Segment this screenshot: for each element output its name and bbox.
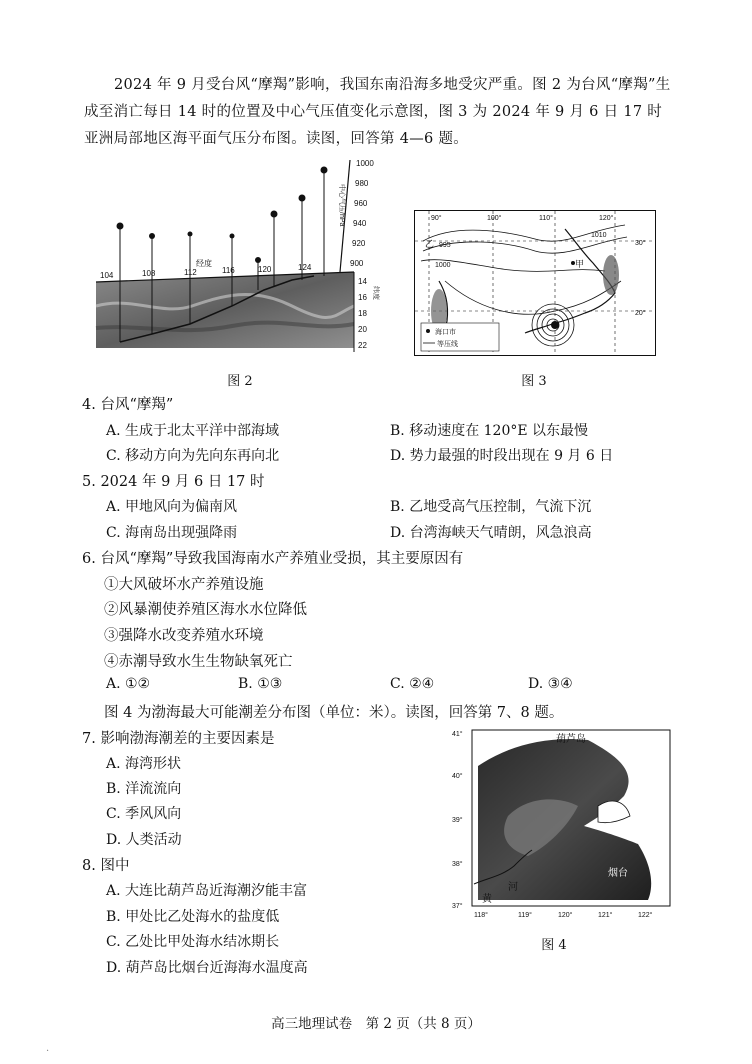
q5-option-d[interactable]: D. 台湾海峡天气晴朗，风急浪高 — [390, 525, 592, 541]
q6-item-3: ③强降水改变养殖水环境 — [104, 628, 264, 644]
q5-option-a[interactable]: A. 甲地风向为偏南风 — [106, 499, 238, 515]
q5-option-b[interactable]: B. 乙地受高气压控制，气流下沉 — [390, 499, 592, 515]
q6-option-b[interactable]: B. ①③ — [238, 676, 283, 692]
lon-tick: 100° — [487, 215, 502, 222]
pressure-tick: 980 — [355, 179, 369, 188]
q8-option-d[interactable]: D. 葫芦岛比烟台近海海水温度高 — [106, 960, 308, 976]
q5-option-c[interactable]: C. 海南岛出现强降雨 — [106, 525, 238, 541]
intro-paragraph: 2024 年 9 月受台风“摩羯”影响，我国东南沿海多地受灾严重。图 2 为台风“摩羯”生成至消亡每日 14 时的位置及中心气压值变化示意图，图 3 为 2024 年 9 月 6 日 17 时亚洲局部地区海平面气压分布图。读图，回答第 4—6 题。 — [84, 77, 671, 147]
lat-tick: 22 — [358, 341, 367, 350]
lat-tick: 40° — [452, 773, 463, 780]
lat-tick: 38° — [452, 861, 463, 868]
pressure-tick: 940 — [353, 219, 367, 228]
lat-tick: 20 — [358, 325, 367, 334]
pressure-dots — [117, 167, 328, 264]
label-huludao: 葫芦岛 — [556, 734, 586, 745]
isobar-label: 1000 — [435, 262, 451, 269]
pressure-tick: 920 — [352, 239, 366, 248]
q6-item-4: ④赤潮导致水生生物缺氧死亡 — [104, 654, 293, 670]
q8-option-b[interactable]: B. 甲处比乙处海水的盐度低 — [106, 909, 280, 925]
lon-axis-title: 经度 — [196, 259, 212, 268]
lat-tick: 41° — [452, 731, 463, 738]
q8-stem: 8. 图中 — [82, 858, 130, 874]
lat-tick: 20° — [635, 310, 646, 317]
lon-tick: 118° — [474, 912, 488, 919]
q8-option-c[interactable]: C. 乙处比甲处海水结冰期长 — [106, 934, 280, 950]
q4-option-d[interactable]: D. 势力最强的时段出现在 9 月 6 日 — [390, 448, 614, 464]
isobar-label: 995 — [439, 242, 451, 249]
lon-tick: 110° — [539, 215, 553, 222]
lon-tick: 122° — [638, 912, 653, 919]
q6-item-2: ②风暴潮使养殖区海水水位降低 — [104, 602, 307, 618]
lat-tick: 14 — [358, 277, 367, 286]
q4-stem: 4. 台风“摩羯” — [82, 397, 174, 413]
figure-3 — [414, 210, 656, 356]
figure-4-caption: 图 4 — [541, 938, 567, 953]
label-he: 河 — [508, 882, 518, 893]
lat-tick: 39° — [452, 817, 463, 824]
lon-tick: 120° — [599, 215, 614, 222]
q7-option-c[interactable]: C. 季风风向 — [106, 806, 182, 822]
legend-city: 海口市 — [435, 329, 456, 336]
q4-option-c[interactable]: C. 移动方向为先向东再向北 — [106, 448, 280, 464]
lat-tick: 37° — [452, 903, 463, 910]
intro-2: 图 4 为渤海最大可能潮差分布图（单位：米）。读图，回答第 7、8 题。 — [104, 705, 564, 721]
lon-tick: 112 — [184, 268, 197, 277]
pressure-tick: 900 — [350, 259, 364, 268]
figure-3-graphic — [415, 211, 655, 355]
figure-4 — [448, 726, 674, 920]
lon-tick: 116 — [222, 266, 235, 275]
lon-tick: 120 — [258, 265, 272, 274]
q8-option-a[interactable]: A. 大连比葫芦岛近海潮汐能丰富 — [106, 883, 308, 899]
lat-tick: 16 — [358, 293, 367, 302]
pressure-tick: 960 — [354, 199, 368, 208]
q7-stem: 7. 影响渤海潮差的主要因素是 — [82, 731, 275, 747]
lat-axis-title: 纬度 — [372, 286, 379, 300]
lon-tick: 104 — [100, 271, 114, 280]
q6-option-a[interactable]: A. ①② — [106, 676, 151, 692]
lon-tick: 124 — [298, 263, 312, 272]
figure-2-caption: 图 2 — [227, 374, 253, 389]
figure-4-graphic — [448, 726, 674, 920]
label-yantai: 烟台 — [608, 868, 628, 879]
map-strip — [96, 272, 354, 348]
q7-option-a[interactable]: A. 海湾形状 — [106, 756, 182, 772]
figure-2 — [92, 156, 384, 356]
lon-tick: 108 — [142, 269, 156, 278]
figure-2-graphic — [92, 156, 384, 356]
q6-item-1: ①大风破坏水产养殖设施 — [104, 577, 264, 593]
taiwan-shape — [603, 255, 619, 295]
lon-tick: 119° — [518, 912, 532, 919]
pressure-axis-title: 中心气压/hPa — [338, 184, 345, 227]
lat-tick: 30° — [635, 240, 646, 247]
legend-box — [421, 323, 499, 351]
lon-tick: 121° — [598, 912, 613, 919]
q7-option-b[interactable]: B. 洋流流向 — [106, 781, 182, 797]
lon-tick: 90° — [431, 215, 442, 222]
legend-isobar: 等压线 — [437, 341, 458, 348]
pressure-tick: 1000 — [356, 159, 374, 168]
q6-stem: 6. 台风“摩羯”导致我国海南水产养殖业受损，其主要原因有 — [82, 551, 464, 567]
figure-3-caption: 图 3 — [521, 374, 547, 389]
q7-option-d[interactable]: D. 人类活动 — [106, 832, 182, 848]
lat-tick: 18 — [358, 309, 367, 318]
isobar-label: 1010 — [591, 232, 607, 239]
q4-option-b[interactable]: B. 移动速度在 120°E 以东最慢 — [390, 423, 589, 439]
label-dalian: 大连 — [626, 788, 646, 799]
lon-tick: 120° — [558, 912, 573, 919]
q5-stem: 5. 2024 年 9 月 6 日 17 时 — [82, 474, 265, 490]
q6-option-d[interactable]: D. ③④ — [528, 676, 573, 692]
scan-mark: · — [46, 1046, 50, 1057]
place-yi: 乙 — [425, 239, 435, 249]
q4-option-a[interactable]: A. 生成于北太平洋中部海域 — [106, 423, 280, 439]
place-jia: 甲 — [575, 259, 585, 269]
page-footer: 高三地理试卷 第 2 页（共 8 页） — [271, 1016, 481, 1032]
label-huang: 黄 — [482, 894, 492, 905]
q6-option-c[interactable]: C. ②④ — [390, 676, 435, 692]
